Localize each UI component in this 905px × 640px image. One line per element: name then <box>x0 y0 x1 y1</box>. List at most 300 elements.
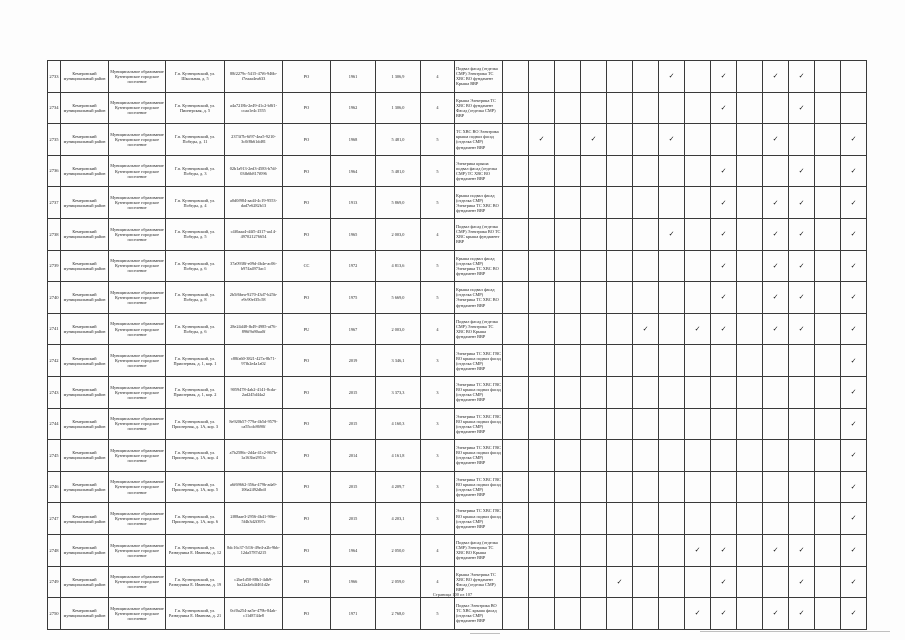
housing-register-table <box>47 60 867 630</box>
area-cell: 5 669,0 <box>376 282 421 314</box>
work-type-cell <box>529 92 555 124</box>
wall-type-cell: PO <box>283 408 331 440</box>
floors-cell: 3 <box>421 345 455 377</box>
wall-type-cell: PO <box>283 471 331 503</box>
owner-cell: Муниципальное образование Кузнецовское городское поселение <box>109 187 166 219</box>
work-type-cell <box>555 61 581 93</box>
table-row <box>48 313 867 345</box>
check-mark-icon: ✓ <box>711 61 737 93</box>
works-cell: Подвал фасад (отделка СМР) Электрика ТС ХВС ВО фундамент Крыша ВВР <box>455 61 503 93</box>
wall-type-cell: PO <box>283 598 331 630</box>
work-type-cell <box>581 187 607 219</box>
work-type-cell <box>607 440 633 472</box>
work-type-cell <box>633 124 659 156</box>
work-type-cell <box>503 282 529 314</box>
district-cell: Кемеровский муниципальный район <box>61 250 109 282</box>
works-cell: Подвал фасад (отделка СМР) Электрика ВО ТС ХВС крыша фундамент ВВР <box>455 218 503 250</box>
table-row <box>48 282 867 314</box>
row-number: 2748 <box>48 534 61 566</box>
work-type-cell <box>763 440 789 472</box>
check-mark-icon: ✓ <box>763 598 789 630</box>
year-cell: 2014 <box>331 440 376 472</box>
year-cell: 1964 <box>331 534 376 566</box>
works-cell: Электрика ТС ХВС ГВС ВО крыша подвал фасад (отделка СМР) фундамент ВВР <box>455 503 503 535</box>
row-number: 2737 <box>48 187 61 219</box>
check-mark-icon: ✓ <box>789 250 815 282</box>
fias-code-cell: 2f88aae3-2956-4b41-90fe-5f4b3d2f397c <box>225 503 283 535</box>
work-type-cell <box>529 598 555 630</box>
work-type-cell <box>607 534 633 566</box>
work-type-cell <box>815 250 841 282</box>
work-type-cell <box>763 471 789 503</box>
wall-type-cell: PO <box>283 124 331 156</box>
work-type-cell <box>607 61 633 93</box>
address-cell: Г.п. Кузнецовский, ул. Приозерная, д. 1А, кор. 5 <box>166 471 225 503</box>
work-type-cell <box>581 61 607 93</box>
check-mark-icon: ✓ <box>841 187 867 219</box>
check-mark-icon: ✓ <box>763 124 789 156</box>
work-type-cell <box>711 124 737 156</box>
work-type-cell <box>555 376 581 408</box>
floors-cell: 5 <box>421 155 455 187</box>
work-type-cell <box>503 187 529 219</box>
work-type-cell <box>555 124 581 156</box>
floors-cell: 4 <box>421 92 455 124</box>
work-type-cell <box>737 282 763 314</box>
work-type-cell <box>685 408 711 440</box>
year-cell: 2015 <box>331 376 376 408</box>
check-mark-icon: ✓ <box>711 92 737 124</box>
work-type-cell <box>633 534 659 566</box>
work-type-cell <box>633 440 659 472</box>
table-row <box>48 503 867 535</box>
work-type-cell <box>503 124 529 156</box>
check-mark-icon: ✓ <box>841 124 867 156</box>
check-mark-icon: ✓ <box>841 376 867 408</box>
work-type-cell <box>815 471 841 503</box>
area-cell: 4 813,6 <box>376 250 421 282</box>
work-type-cell <box>581 250 607 282</box>
check-mark-icon: ✓ <box>711 598 737 630</box>
year-cell: 2015 <box>331 471 376 503</box>
row-number: 2740 <box>48 282 61 314</box>
work-type-cell <box>685 345 711 377</box>
owner-cell: Муниципальное образование Кузнецовское городское поселение <box>109 566 166 598</box>
address-cell: Г.п. Кузнецовский, ул. Приозерная, д. 1А, кор. 3 <box>166 408 225 440</box>
work-type-cell <box>659 440 685 472</box>
wall-type-cell: PO <box>283 376 331 408</box>
check-mark-icon: ✓ <box>789 566 815 598</box>
work-type-cell <box>815 187 841 219</box>
work-type-cell <box>607 345 633 377</box>
area-cell: 2 003,0 <box>376 313 421 345</box>
work-type-cell <box>737 218 763 250</box>
work-type-cell <box>555 313 581 345</box>
row-number: 2747 <box>48 503 61 535</box>
work-type-cell <box>815 408 841 440</box>
work-type-cell <box>633 345 659 377</box>
work-type-cell <box>815 376 841 408</box>
wall-type-cell: PO <box>283 92 331 124</box>
work-type-cell <box>555 187 581 219</box>
work-type-cell <box>815 313 841 345</box>
area-cell: 1 306,9 <box>376 61 421 93</box>
check-mark-icon: ✓ <box>841 218 867 250</box>
work-type-cell <box>581 282 607 314</box>
check-mark-icon: ✓ <box>607 566 633 598</box>
work-type-cell <box>607 282 633 314</box>
work-type-cell <box>815 598 841 630</box>
work-type-cell <box>763 345 789 377</box>
check-mark-icon: ✓ <box>841 471 867 503</box>
row-number: 2736 <box>48 155 61 187</box>
area-cell: 1 306,0 <box>376 92 421 124</box>
check-mark-icon: ✓ <box>841 408 867 440</box>
row-number: 2745 <box>48 440 61 472</box>
work-type-cell <box>555 218 581 250</box>
work-type-cell <box>529 218 555 250</box>
fias-code-cell: c4f0aaa4-d4f5-4317-aa14-497021276654 <box>225 218 283 250</box>
work-type-cell <box>633 61 659 93</box>
district-cell: Кемеровский муниципальный район <box>61 440 109 472</box>
check-mark-icon: ✓ <box>841 440 867 472</box>
works-cell: Электрика ТС ХВС ГВС ВО крыша подвал фасад (отделка СМР) фундамент ВВР <box>455 440 503 472</box>
district-cell: Кемеровский муниципальный район <box>61 124 109 156</box>
floors-cell: 5 <box>421 124 455 156</box>
wall-type-cell: PU <box>283 313 331 345</box>
fias-code-cell: 0cf0a254-aa5e-479b-84ab-c11d8744e8 <box>225 598 283 630</box>
check-mark-icon: ✓ <box>841 503 867 535</box>
work-type-cell <box>737 345 763 377</box>
work-type-cell <box>607 471 633 503</box>
district-cell: Кемеровский муниципальный район <box>61 471 109 503</box>
fias-code-cell: c2be1d50-88b1-4db9-ba22a4eb4f461d2e <box>225 566 283 598</box>
works-cell: Электрика крыша подвал фасад (отделка СМР) ТС ХВС ВО фундамент ВВР <box>455 155 503 187</box>
district-cell: Кемеровский муниципальный район <box>61 534 109 566</box>
work-type-cell <box>685 155 711 187</box>
work-type-cell <box>659 313 685 345</box>
check-mark-icon: ✓ <box>711 534 737 566</box>
area-cell: 2 059,0 <box>376 566 421 598</box>
work-type-cell <box>633 408 659 440</box>
table-row <box>48 534 867 566</box>
check-mark-icon: ✓ <box>763 313 789 345</box>
check-mark-icon: ✓ <box>841 598 867 630</box>
works-cell: Подвал Электрика ВО ТС ХВС крыша фасад (отделка СМР) фундамент ВВР <box>455 598 503 630</box>
table-row <box>48 345 867 377</box>
check-mark-icon: ✓ <box>581 124 607 156</box>
year-cell: 2015 <box>331 408 376 440</box>
work-type-cell <box>815 155 841 187</box>
fias-code-cell: 8e920b57-779a-4b5d-9579-ca55cdc8690f <box>225 408 283 440</box>
wall-type-cell: PO <box>283 440 331 472</box>
floors-cell: 5 <box>421 598 455 630</box>
work-type-cell <box>633 218 659 250</box>
district-cell: Кемеровский муниципальный район <box>61 408 109 440</box>
owner-cell: Муниципальное образование Кузнецовское городское поселение <box>109 598 166 630</box>
check-mark-icon: ✓ <box>763 187 789 219</box>
check-mark-icon: ✓ <box>659 61 685 93</box>
fias-code-cell: 2b5f6bea-9270-43d7-b25b-e9c90ef35c58 <box>225 282 283 314</box>
wall-type-cell: PO <box>283 218 331 250</box>
work-type-cell <box>529 313 555 345</box>
work-type-cell <box>555 534 581 566</box>
work-type-cell <box>815 124 841 156</box>
table-row <box>48 471 867 503</box>
work-type-cell <box>737 503 763 535</box>
fias-code-cell: 8dc16c37-5f16-49e4-a2b-9bb-12da5787d215 <box>225 534 283 566</box>
wall-type-cell: PO <box>283 345 331 377</box>
work-type-cell <box>607 187 633 219</box>
work-type-cell <box>607 155 633 187</box>
row-number: 2734 <box>48 92 61 124</box>
floors-cell: 3 <box>421 440 455 472</box>
floors-cell: 4 <box>421 218 455 250</box>
floors-cell: 5 <box>421 250 455 282</box>
work-type-cell <box>711 376 737 408</box>
area-cell: 2 050,0 <box>376 534 421 566</box>
address-cell: Г.п. Кузнецовский, ул. Пионерская, д. 5 <box>166 92 225 124</box>
work-type-cell <box>685 61 711 93</box>
year-cell: 1913 <box>331 187 376 219</box>
floors-cell: 3 <box>421 471 455 503</box>
work-type-cell <box>555 503 581 535</box>
work-type-cell <box>581 503 607 535</box>
district-cell: Кемеровский муниципальный район <box>61 218 109 250</box>
work-type-cell <box>503 61 529 93</box>
work-type-cell <box>633 598 659 630</box>
owner-cell: Муниципальное образование Кузнецовское городское поселение <box>109 471 166 503</box>
district-cell: Кемеровский муниципальный район <box>61 92 109 124</box>
check-mark-icon: ✓ <box>789 534 815 566</box>
work-type-cell <box>659 598 685 630</box>
owner-cell: Муниципальное образование Кузнецовское городское поселение <box>109 534 166 566</box>
scan-edge-mark <box>700 631 890 632</box>
work-type-cell <box>737 408 763 440</box>
work-type-cell <box>841 92 867 124</box>
year-cell: 1971 <box>331 598 376 630</box>
check-mark-icon: ✓ <box>789 61 815 93</box>
work-type-cell <box>529 534 555 566</box>
check-mark-icon: ✓ <box>763 534 789 566</box>
wall-type-cell: PO <box>283 187 331 219</box>
check-mark-icon: ✓ <box>789 218 815 250</box>
year-cell: 1972 <box>331 250 376 282</box>
check-mark-icon: ✓ <box>711 187 737 219</box>
check-mark-icon: ✓ <box>711 566 737 598</box>
work-type-cell <box>789 345 815 377</box>
area-cell: 3 373,3 <box>376 376 421 408</box>
wall-type-cell: PO <box>283 566 331 598</box>
row-number: 2733 <box>48 61 61 93</box>
check-mark-icon: ✓ <box>789 92 815 124</box>
area-cell: 5 481,0 <box>376 155 421 187</box>
work-type-cell <box>659 345 685 377</box>
work-type-cell <box>815 503 841 535</box>
work-type-cell <box>763 92 789 124</box>
work-type-cell <box>607 376 633 408</box>
address-cell: Г.п. Кузнецовский, ул. Разведчика Е. Иванова, д. 21 <box>166 598 225 630</box>
table-row <box>48 440 867 472</box>
row-number: 2744 <box>48 408 61 440</box>
owner-cell: Муниципальное образование Кузнецовское городское поселение <box>109 313 166 345</box>
address-cell: Г.п. Кузнецовский, ул. Приозерная, д. 1, кор. 2 <box>166 376 225 408</box>
wall-type-cell: PO <box>283 534 331 566</box>
works-cell: ТС ХВС ВО Электрика крыша подвал фасад (отделка СМР) фундамент ВВР <box>455 124 503 156</box>
check-mark-icon: ✓ <box>685 534 711 566</box>
works-cell: Электрика ТС ХВС ГВС ВО крыша подвал фасад (отделка СМР) фундамент ВВР <box>455 376 503 408</box>
check-mark-icon: ✓ <box>711 250 737 282</box>
work-type-cell <box>503 440 529 472</box>
page-footer: Страница 100 из 107 <box>432 592 473 597</box>
work-type-cell <box>815 440 841 472</box>
work-type-cell <box>503 534 529 566</box>
work-type-cell <box>789 440 815 472</box>
work-type-cell <box>633 155 659 187</box>
check-mark-icon: ✓ <box>789 313 815 345</box>
check-mark-icon: ✓ <box>789 187 815 219</box>
year-cell: 2019 <box>331 345 376 377</box>
work-type-cell <box>555 282 581 314</box>
fias-code-cell: 37a0938f-e09d-4b4e-ac06-b974a4973ac1 <box>225 250 283 282</box>
check-mark-icon: ✓ <box>841 250 867 282</box>
work-type-cell <box>581 313 607 345</box>
work-type-cell <box>711 440 737 472</box>
floors-cell: 3 <box>421 408 455 440</box>
work-type-cell <box>789 471 815 503</box>
check-mark-icon: ✓ <box>685 313 711 345</box>
floors-cell: 4 <box>421 313 455 345</box>
work-type-cell <box>711 345 737 377</box>
work-type-cell <box>503 598 529 630</box>
works-cell: Крыша подвал фасад (отделка СМР) Электрика ТС ХВС ВО фундамент ВВР <box>455 250 503 282</box>
work-type-cell <box>815 61 841 93</box>
work-type-cell <box>529 376 555 408</box>
row-number: 2735 <box>48 124 61 156</box>
owner-cell: Муниципальное образование Кузнецовское городское поселение <box>109 92 166 124</box>
district-cell: Кемеровский муниципальный район <box>61 345 109 377</box>
work-type-cell <box>529 61 555 93</box>
works-cell: Электрика ТС ХВС ГВС ВО крыша подвал фасад (отделка СМР) фундамент ВВР <box>455 471 503 503</box>
check-mark-icon: ✓ <box>841 313 867 345</box>
work-type-cell <box>659 534 685 566</box>
table-row <box>48 187 867 219</box>
address-cell: Г.п. Кузнецовский, ул. Победы, д. 5 <box>166 218 225 250</box>
row-number: 2739 <box>48 250 61 282</box>
fias-code-cell: c88fa60-3821-427a-8b71-97fb2e4a1a02 <box>225 345 283 377</box>
row-number: 2749 <box>48 566 61 598</box>
table-row <box>48 376 867 408</box>
area-cell: 3 346,1 <box>376 345 421 377</box>
owner-cell: Муниципальное образование Кузнецовское городское поселение <box>109 440 166 472</box>
table-row <box>48 124 867 156</box>
district-cell: Кемеровский муниципальный район <box>61 566 109 598</box>
work-type-cell <box>503 471 529 503</box>
check-mark-icon: ✓ <box>711 218 737 250</box>
work-type-cell <box>737 61 763 93</box>
work-type-cell <box>737 471 763 503</box>
check-mark-icon: ✓ <box>685 598 711 630</box>
work-type-cell <box>685 250 711 282</box>
check-mark-icon: ✓ <box>841 566 867 598</box>
fias-code-cell: a7b2586c-2d4a-41c2-867b-1a163be2951c <box>225 440 283 472</box>
floors-cell: 4 <box>421 61 455 93</box>
fias-code-cell: a6f69662-356a-479b-ada9-106a2492dbdf <box>225 471 283 503</box>
owner-cell: Муниципальное образование Кузнецовское городское поселение <box>109 408 166 440</box>
work-type-cell <box>581 345 607 377</box>
works-cell: Электрика ТС ХВС ГВС ВО крыша подвал фасад (отделка СМР) фундамент ВВР <box>455 345 503 377</box>
work-type-cell <box>503 155 529 187</box>
work-type-cell <box>555 471 581 503</box>
owner-cell: Муниципальное образование Кузнецовское городское поселение <box>109 61 166 93</box>
work-type-cell <box>555 345 581 377</box>
work-type-cell <box>815 218 841 250</box>
work-type-cell <box>581 471 607 503</box>
floors-cell: 5 <box>421 282 455 314</box>
floors-cell: 3 <box>421 376 455 408</box>
works-cell: Подвал фасад (отделка СМР) Электрика ТС ХВС ВО Крыша фундамент ВВР <box>455 534 503 566</box>
fias-code-cell: 2373f7b-6f97-4ea5-9210-3c0f8b61dd81 <box>225 124 283 156</box>
floors-cell: 4 <box>421 534 455 566</box>
work-type-cell <box>763 408 789 440</box>
works-cell: Подвал фасад (отделка СМР) Электрика ТС ХВС ВО Крыша фундамент ВВР <box>455 313 503 345</box>
owner-cell: Муниципальное образование Кузнецовское городское поселение <box>109 282 166 314</box>
work-type-cell <box>529 408 555 440</box>
check-mark-icon: ✓ <box>789 598 815 630</box>
work-type-cell <box>581 155 607 187</box>
works-cell: Электрика ТС ХВС ГВС ВО крыша подвал фасад (отделка СМР) фундамент ВВР <box>455 408 503 440</box>
owner-cell: Муниципальное образование Кузнецовское городское поселение <box>109 155 166 187</box>
work-type-cell <box>763 155 789 187</box>
year-cell: 1961 <box>331 61 376 93</box>
work-type-cell <box>503 92 529 124</box>
area-cell: 5 481,0 <box>376 124 421 156</box>
address-cell: Г.п. Кузнецовский, ул. Школьная, д. 5 <box>166 61 225 93</box>
work-type-cell <box>607 408 633 440</box>
year-cell: 2015 <box>331 503 376 535</box>
work-type-cell <box>607 124 633 156</box>
table-row <box>48 598 867 630</box>
check-mark-icon: ✓ <box>841 534 867 566</box>
wall-type-cell: СС <box>283 250 331 282</box>
table-row <box>48 250 867 282</box>
wall-type-cell: PO <box>283 61 331 93</box>
year-cell: 1967 <box>331 313 376 345</box>
work-type-cell <box>685 187 711 219</box>
year-cell: 1968 <box>331 124 376 156</box>
owner-cell: Муниципальное образование Кузнецовское городское поселение <box>109 376 166 408</box>
work-type-cell <box>659 155 685 187</box>
address-cell: Г.п. Кузнецовский, ул. Победы, д. 11 <box>166 124 225 156</box>
check-mark-icon: ✓ <box>711 155 737 187</box>
work-type-cell <box>815 282 841 314</box>
row-number: 2738 <box>48 218 61 250</box>
district-cell: Кемеровский муниципальный район <box>61 598 109 630</box>
work-type-cell <box>503 408 529 440</box>
district-cell: Кемеровский муниципальный район <box>61 61 109 93</box>
work-type-cell <box>763 376 789 408</box>
area-cell: 2 003,0 <box>376 218 421 250</box>
work-type-cell <box>633 187 659 219</box>
check-mark-icon: ✓ <box>659 124 685 156</box>
work-type-cell <box>607 250 633 282</box>
owner-cell: Муниципальное образование Кузнецовское городское поселение <box>109 218 166 250</box>
work-type-cell <box>711 408 737 440</box>
check-mark-icon: ✓ <box>789 282 815 314</box>
year-cell: 1975 <box>331 282 376 314</box>
work-type-cell <box>581 376 607 408</box>
work-type-cell <box>555 408 581 440</box>
